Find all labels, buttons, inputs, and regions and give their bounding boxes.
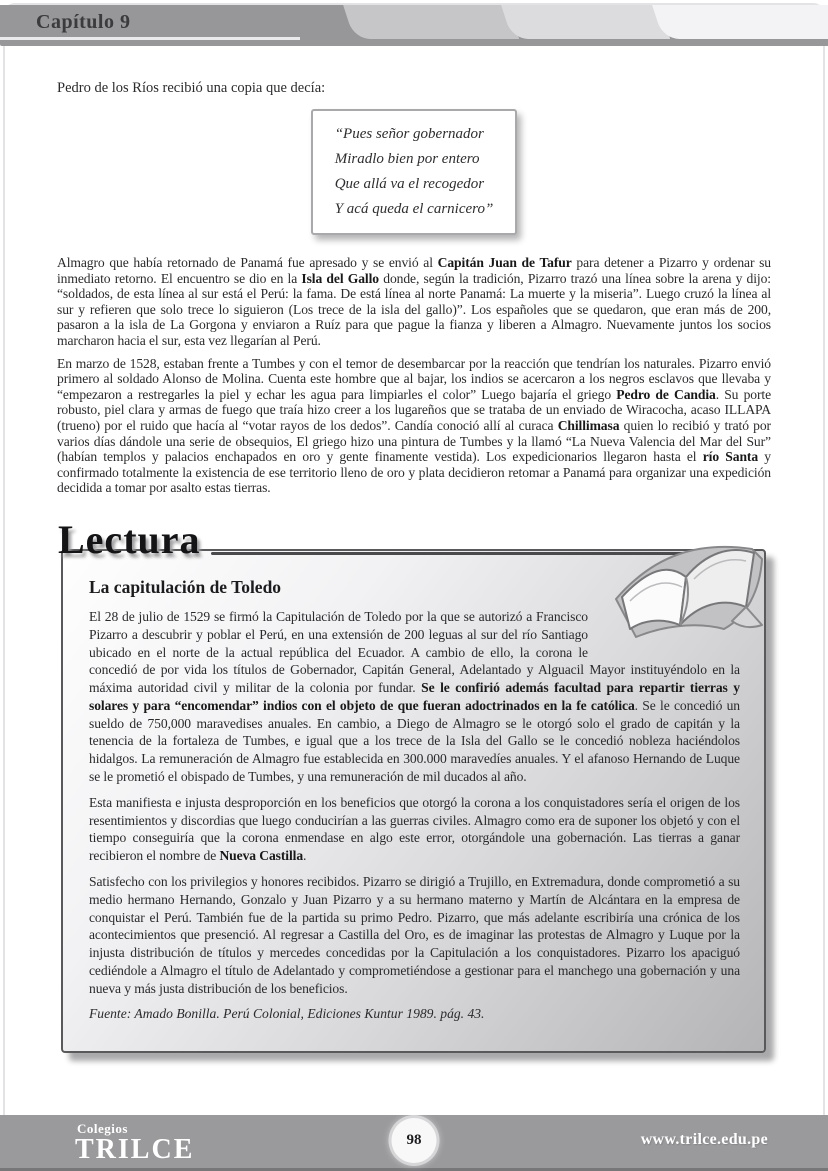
text-run: Satisfecho con los privilegios y honores recibidos. Pizarro se dirigió a Trujillo, en Extremadura, donde comprometió a su medio hermano Hernando, Gonzalo y Juan Pizarro y a su hermano materno y Martín de Alcántara en la empresa de conquistar el Perú. También fue de la partida su primo Pedro. Pizarro, que más adelante escribiría una crónica de los acontecimientos que presenció. Al regresar a Castilla del Oro, es de imaginar las protestas de Almagro y Luque por la injusta distribución de títulos y mercedes concedidas por la Capitulación a los conquistadores. Pizarro los apaciguó cediéndole a Almagro el título de Adelantado y comprometiéndose a gestionar para el manchego una gobernación y una nueva y más justa distribución de los beneficios. [89, 874, 740, 996]
quote-line: Y acá queda el carnicero” [334, 201, 494, 217]
intro-text: Pedro de los Ríos recibió una copia que decía: [57, 80, 326, 96]
bold-text-run: Capitán Juan de Tafur [437, 255, 572, 270]
text-run: donde, según la tradición, Pizarro trazó una línea sobre la arena y dijo: “soldados, de esta línea al sur está el Perú: la fama. De está línea al norte Panamá: La muerte y la miseria”. Luego cruzó la línea al sur y refieren que solo trece lo siguieron (Los trece de la isla del gallo)”. Los españoles que se quedaron, que eran más de 200, pasaron a la isla de La Gorgona y enviaron a Ruíz para que pague la fianza y liberen a Almagro. Nuevamente juntos los socios marcharon hacia el sur, esta vez llegarían al Perú. [57, 270, 771, 348]
quote-line: “Pues señor gobernador [334, 126, 484, 142]
text-run: y confirmado totalmente la existencia de ese territorio lleno de oro y plata decidieron retomar a Panamá para organizar una expedición decidida a tomar por asalto estas tierras. [57, 449, 771, 496]
text-run: para detener a Pizarro y ordenar su inmediato retorno. El encuentro se dio en la [57, 255, 771, 286]
quote-line: Que allá va el recogedor [334, 176, 485, 192]
text-run: En marzo de 1528, estaban frente a Tumbes y con el temor de desembarcar por la reacción que tendrían los naturales. Pizarro envió primero al soldado Alonso de Molina. Cuenta este hombre que al bajar, los indios se acercaron a los negros esclavos que llevaba y “empezaron a restregarles la piel y echar les agua para limpiarles el color” Luego bajaría el griego [57, 355, 771, 402]
page-number: 98 [406, 1132, 422, 1148]
main-content [57, 80, 771, 1053]
text-run: . [303, 848, 307, 864]
source-citation: Fuente: Amado Bonilla. Perú Colonial, Ediciones Kuntur 1989. pág. 43. [89, 1005, 485, 1021]
paragraph [57, 356, 771, 496]
text-run: Almagro que había retornado de Panamá fue apresado y se envió al [57, 255, 438, 270]
lectura-heading: Lectura [58, 516, 201, 562]
text-run: quien lo recibió y trató por varios días dándole una serie de obsequios, El griego hizo una pintura de Tumbes y la llamó “La Nueva Valencia del Mar del Sur” (habían templos y palacios enchapados en oro y gente finamente vestida). Los expedicionarios llegaron hasta el [57, 417, 771, 465]
chapter-header-bar [0, 5, 828, 46]
chapter-title: Capítulo 9 [36, 11, 131, 33]
header-chevron-shape [651, 5, 828, 39]
verse-quote-box [311, 109, 518, 235]
bold-text-run: Chillimasa [557, 417, 620, 433]
open-book-icon [602, 533, 770, 651]
brand-trilce-label: TRILCE [75, 1134, 195, 1165]
footer-bar [0, 1115, 828, 1171]
quote-line: Miradlo bien por entero [334, 151, 480, 167]
lectura-title: La capitulación de Toledo [89, 576, 282, 597]
website-url: www.trilce.edu.pe [640, 1131, 768, 1148]
lectura-section [58, 516, 766, 1053]
header-chevron-shape [500, 5, 670, 39]
bold-text-run: Isla del Gallo [301, 270, 379, 286]
header-chevron-shape [342, 5, 519, 39]
bold-text-run: Se le confirió además facultad para repartir tierras y solares y para “encomendar” indios con el objeto de que fueran adoctrinados en la fe católica [89, 680, 740, 713]
bold-text-run: Nueva Castilla [219, 848, 304, 864]
trilce-logo [75, 1120, 194, 1164]
bold-text-run: río Santa [702, 449, 759, 465]
paragraph [89, 873, 740, 998]
lectura-box [61, 549, 766, 1053]
text-run: El 28 de julio de 1529 se firmó la Capitulación de Toledo por la que se autorizó a Francisco Pizarro a descubrir y poblar el Perú, en una extensión de 200 leguas al sur del río Santiago ubicado en el norte de la actual república del Ecuador. A cambio de ello, la corona le concedió de por vida los títulos de Gobernador, Capitán General, Adelantado y Alguacil Mayor instituyéndolo en la máxima autoridad civil y militar de la colonia por fundar. [89, 608, 740, 696]
lectura-paragraphs [89, 608, 740, 998]
page-number-badge [392, 1118, 437, 1163]
text-run: . Su porte robusto, piel clara y armas de fuego que traía hizo creer a los lugareños que se trataba de un enviado de Wiracocha, acaso ILLAPA (trueno) por el ruido que hacía al “votar rayos de los dedos”. Candía conoció allí al curaca [57, 386, 771, 433]
body-paragraphs [57, 255, 771, 496]
brand-colegios-label: Colegios [77, 1121, 128, 1136]
text-run: Esta manifiesta e injusta desproporción en los beneficios que otorgó la corona a los conquistadores sería el origen de los resentimientos y discordias que luego conducirían a las guerras civiles. Almagro como era de suponer los objetó y con el tiempo conseguiría que la corona enmendase en algo este error, otorgándole una gobernación. Las tierras a ganar recibieron el nombre de [89, 794, 740, 864]
bold-text-run: Pedro de Candia [616, 386, 716, 402]
paragraph [89, 794, 740, 865]
text-run: . Se le concedió un sueldo de 750,000 maravedises anuales. En cambio, a Diego de Almagro se le otorgó solo el grado de capitán y la tenencia de la fortaleza de Tumbes, e igual que a los trece de la Isla del Gallo se le concedió nobleza haciéndolos hidalgos. La remuneración de Almagro fue establecida en 300.000 maravedíes anuales. Y el afanoso Hernando de Luque se le prometió el obispado de Tumbes, y una remuneración de mil ducados al año. [89, 697, 740, 785]
header-underline [0, 37, 300, 40]
paragraph [57, 255, 771, 349]
